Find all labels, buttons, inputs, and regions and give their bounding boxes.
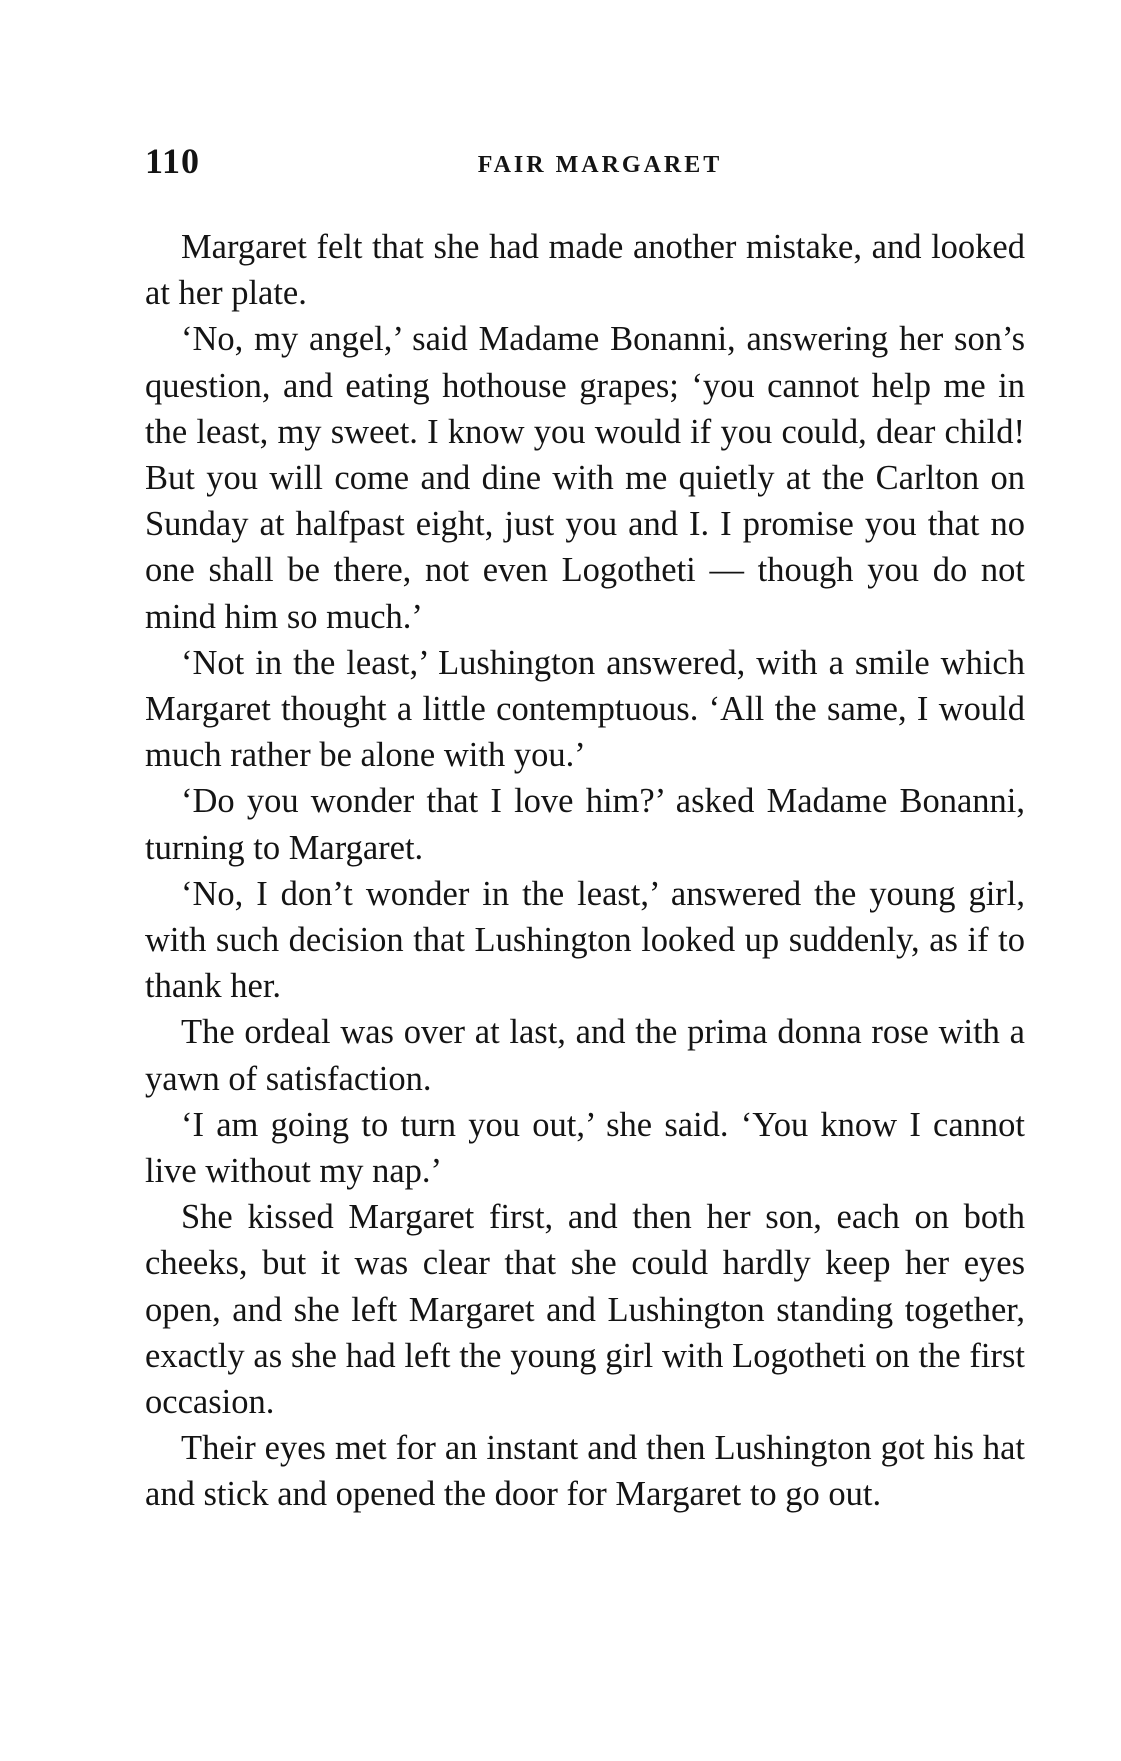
paragraph: Margaret felt that she had made another mistake, and looked at her plate. <box>145 228 1025 313</box>
running-head <box>145 140 1025 190</box>
body-text <box>145 224 1025 1518</box>
paragraph: The ordeal was over at last, and the prima donna rose with a yawn of satisfaction. <box>145 1013 1025 1098</box>
running-title: FAIR MARGARET <box>477 152 723 178</box>
book-page <box>145 140 1025 1518</box>
paragraph: She kissed Margaret first, and then her son, each on both cheeks, but it was clear that she could hardly keep her eyes open, and she left Margaret and Lushington standing together, exactly as she had left the young girl with Logotheti on the first occasion. <box>145 1198 1025 1422</box>
paragraph: ‘Not in the least,’ Lushington answered, with a smile which Margaret thought a little contemptuous. ‘All the same, I would much rather be alone with you.’ <box>145 643 1025 775</box>
paragraph: ‘Do you wonder that I love him?’ asked Madame Bonanni, turning to Margaret. <box>145 782 1025 867</box>
paragraph: Their eyes met for an instant and then Lushington got his hat and stick and opened the door for Margaret to go out. <box>145 1429 1025 1514</box>
paragraph: ‘No, I don’t wonder in the least,’ answered the young girl, with such decision that Lushington looked up suddenly, as if to thank her. <box>145 874 1025 1006</box>
paragraph: ‘No, my angel,’ said Madame Bonanni, answering her son’s question, and eating hothouse grapes; ‘you cannot help me in the least, my sweet. I know you would if you could, dear child! But you will come and dine with me quietly at the Carlton on Sunday at halfpast eight, just you and I. I promise you that no one shall be there, not even Logotheti — though you do not mind him so much.’ <box>145 320 1025 636</box>
paragraph: ‘I am going to turn you out,’ she said. ‘You know I cannot live without my nap.’ <box>145 1105 1025 1191</box>
page-number: 110 <box>145 141 201 181</box>
